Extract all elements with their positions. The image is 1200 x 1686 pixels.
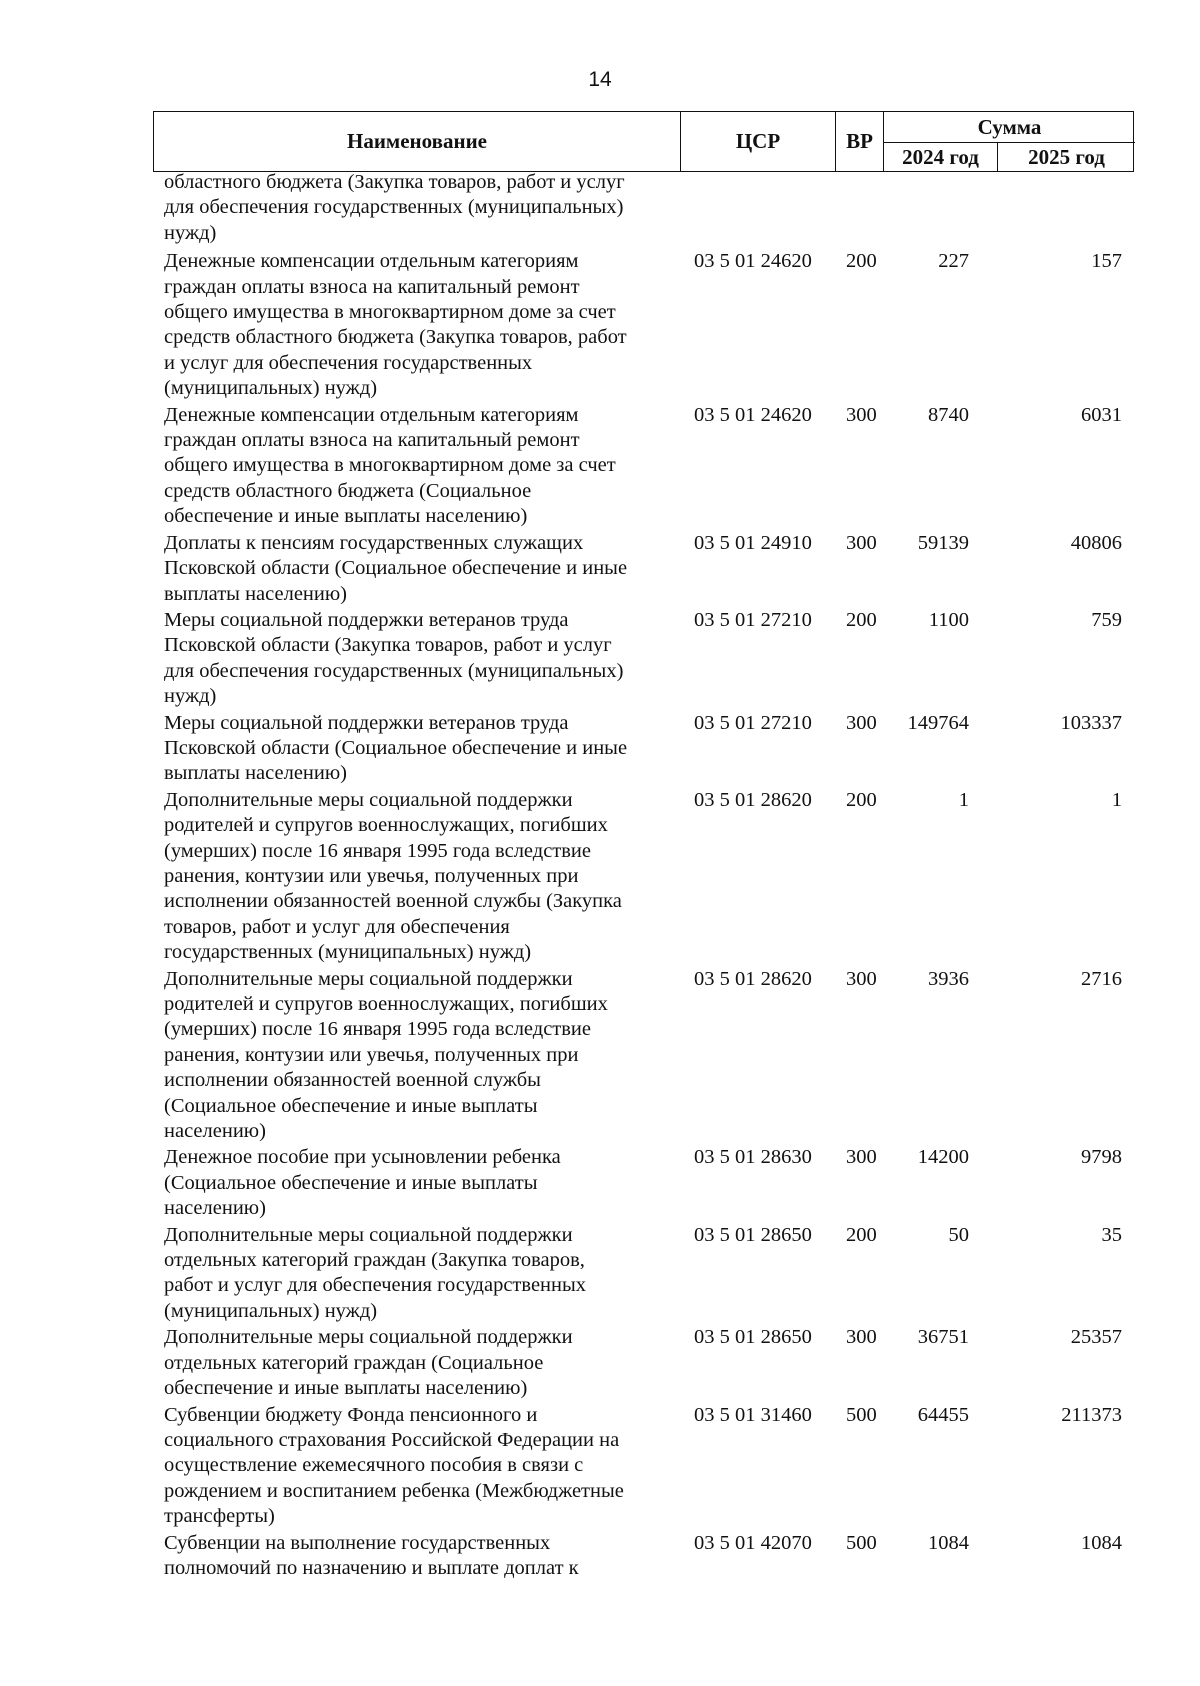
table-row [164, 1325, 1134, 1401]
table-body [164, 170, 1134, 1581]
row-amount-2025: 211373 [1061, 1403, 1122, 1426]
row-csr-code: 03 5 01 24910 [694, 531, 812, 554]
row-name: Денежное пособие при усыновлении ребенка (Социальное обеспечение и иные выплаты населению) [164, 1146, 561, 1220]
row-vr-code: 200 [846, 608, 877, 631]
table-row [164, 711, 1134, 787]
row-vr-code: 300 [846, 403, 877, 426]
row-amount-2025: 40806 [1070, 531, 1122, 554]
table-row [164, 249, 1134, 401]
table-row [164, 170, 1134, 248]
row-amount-2025: 1084 [1081, 1531, 1122, 1554]
row-amount-2024: 8740 [928, 403, 969, 426]
row-vr-code: 300 [846, 531, 877, 554]
row-amount-2024: 50 [948, 1223, 969, 1246]
row-vr-code: 500 [846, 1531, 877, 1554]
row-vr-code: 300 [846, 967, 877, 990]
header-vr: ВР [836, 112, 884, 171]
header-year-2025: 2025 год [1028, 144, 1105, 169]
row-name: Субвенции на выполнение государственных полномочий по назначению и выплате доплат к [164, 1531, 579, 1579]
row-name: Доплаты к пенсиям государственных служащих Псковской области (Социальное обеспечение и иные выплаты населению) [164, 531, 628, 605]
row-amount-2025: 103337 [1060, 711, 1122, 734]
row-name: Меры социальной поддержки ветеранов труда Псковской области (Закупка товаров, работ и услуг для обеспечения государственных (муниципальных) нужд) [164, 608, 624, 708]
row-csr-code: 03 5 01 31460 [694, 1403, 812, 1426]
table-row [164, 1403, 1134, 1530]
row-amount-2024: 14200 [917, 1146, 969, 1169]
row-csr-code: 03 5 01 28620 [694, 788, 812, 811]
row-name: Дополнительные меры социальной поддержки отдельных категорий граждан (Социальное обеспечение и иные выплаты населению) [164, 1326, 573, 1400]
row-name: Денежные компенсации отдельным категориям граждан оплаты взноса на капитальный ремонт общего имущества в многоквартирном доме за счет средств областного бюджета (Закупка товаров, работ и услуг для обеспечения государственных (муниципальных) нужд) [164, 250, 627, 400]
row-amount-2024: 3936 [928, 967, 969, 990]
row-amount-2025: 25357 [1070, 1326, 1122, 1349]
row-amount-2024: 64455 [917, 1403, 969, 1426]
row-vr-code: 300 [846, 711, 877, 734]
row-amount-2025: 759 [1091, 608, 1122, 631]
table-row [164, 531, 1134, 607]
header-sum: Сумма [884, 112, 1135, 143]
row-csr-code: 03 5 01 27210 [694, 608, 812, 631]
row-csr-code: 03 5 01 42070 [694, 1531, 812, 1554]
page-number: 14 [588, 68, 612, 91]
row-csr-code: 03 5 01 28630 [694, 1146, 812, 1169]
row-csr-code: 03 5 01 28650 [694, 1326, 812, 1349]
row-amount-2024: 1 [958, 788, 969, 811]
row-name: Меры социальной поддержки ветеранов труда Псковской области (Социальное обеспечение и иные выплаты населению) [164, 711, 628, 785]
row-name: Субвенции бюджету Фонда пенсионного и социального страхования Российской Федерации на осуществление ежемесячного пособия в связи с рождением и воспитанием ребенка (Межбюджетные трансферты) [164, 1403, 624, 1528]
row-amount-2024: 59139 [917, 531, 969, 554]
row-amount-2024: 1100 [928, 608, 969, 631]
row-vr-code: 200 [846, 788, 877, 811]
row-csr-code: 03 5 01 24620 [694, 250, 812, 273]
row-amount-2025: 157 [1091, 250, 1122, 273]
row-amount-2025: 9798 [1081, 1146, 1122, 1169]
table-row [164, 967, 1134, 1145]
row-amount-2024: 149764 [907, 711, 969, 734]
row-name: Дополнительные меры социальной поддержки отдельных категорий граждан (Закупка товаров, работ и услуг для обеспечения государственных (муниципальных) нужд) [164, 1223, 587, 1322]
row-amount-2025: 2716 [1081, 967, 1122, 990]
table-row [164, 1145, 1134, 1221]
row-csr-code: 03 5 01 28620 [694, 967, 812, 990]
row-csr-code: 03 5 01 27210 [694, 711, 812, 734]
table-row [164, 403, 1134, 530]
row-name: Денежные компенсации отдельным категориям граждан оплаты взноса на капитальный ремонт общего имущества в многоквартирном доме за счет средств областного бюджета (Социальное обеспечение и иные выплаты населению) [164, 403, 616, 528]
row-amount-2025: 1 [1111, 788, 1122, 811]
row-amount-2025: 6031 [1081, 403, 1122, 426]
row-vr-code: 200 [846, 250, 877, 273]
row-vr-code: 300 [846, 1326, 877, 1349]
row-amount-2024: 227 [938, 250, 969, 273]
row-amount-2024: 36751 [917, 1326, 969, 1349]
row-vr-code: 300 [846, 1146, 877, 1169]
table-row [164, 788, 1134, 966]
header-year-2024: 2024 год [884, 143, 998, 171]
row-vr-code: 200 [846, 1223, 877, 1246]
header-name: Наименование [154, 112, 681, 171]
table-header [153, 111, 1134, 172]
row-csr-code: 03 5 01 24620 [694, 403, 812, 426]
row-vr-code: 500 [846, 1403, 877, 1426]
row-amount-2024: 1084 [928, 1531, 969, 1554]
row-name: Дополнительные меры социальной поддержки родителей и супругов военнослужащих, погибших (умерших) после 16 января 1995 года вследствие ранения, контузии или увечья, полученных при исполнении обязанностей военной службы (Социальное обеспечение и иные выплаты населению) [164, 967, 608, 1143]
table-row [164, 1531, 1134, 1582]
header-csr: ЦСР [681, 112, 836, 171]
row-amount-2025: 35 [1101, 1223, 1122, 1246]
row-csr-code: 03 5 01 28650 [694, 1223, 812, 1246]
row-name: Дополнительные меры социальной поддержки родителей и супругов военнослужащих, погибших (умерших) после 16 января 1995 года вследствие ранения, контузии или увечья, полученных при исполнении обязанностей военной службы (Закупка товаров, работ и услуг для обеспечения государственных (муниципальных) нужд) [164, 788, 622, 964]
row-name: областного бюджета (Закупка товаров, работ и услуг для обеспечения государственных (муниципальных) нужд) [164, 171, 625, 244]
table-row [164, 608, 1134, 710]
table-row [164, 1223, 1134, 1325]
